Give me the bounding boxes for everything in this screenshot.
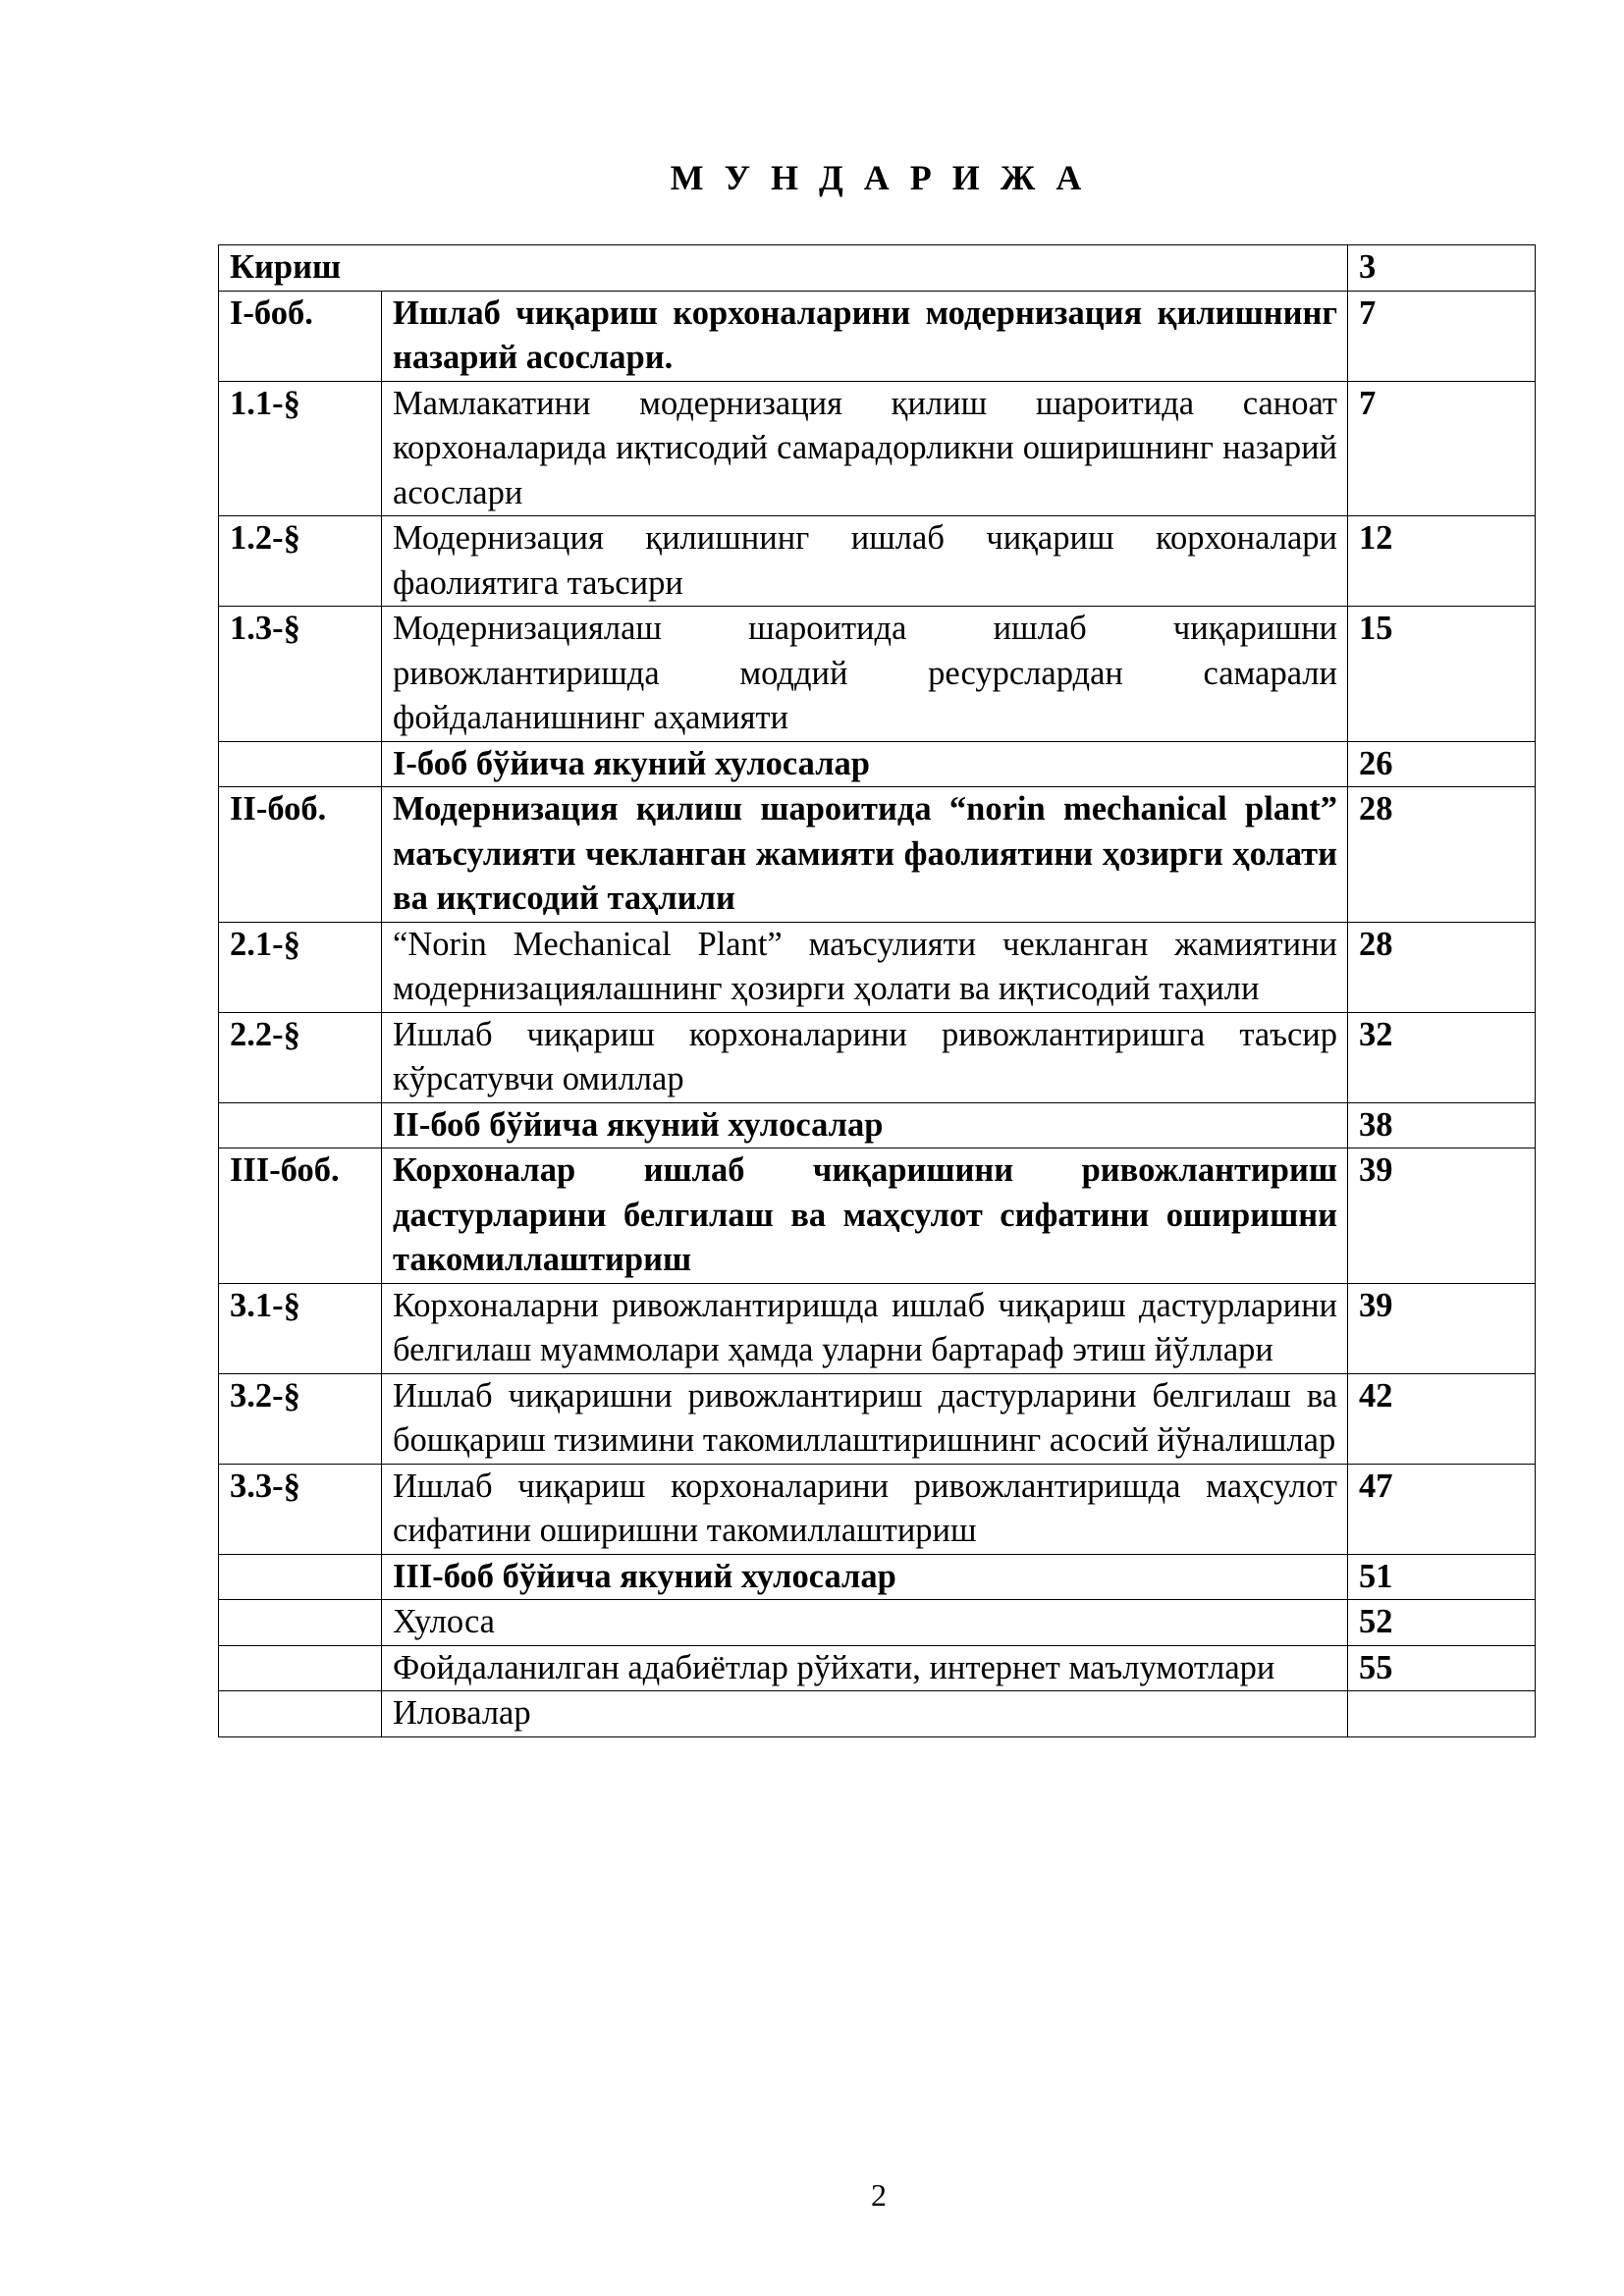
toc-section-number: III-боб. xyxy=(219,1148,382,1284)
toc-section-number: II-боб. xyxy=(219,787,382,923)
toc-page-number: 26 xyxy=(1348,741,1536,787)
toc-body xyxy=(219,245,1536,1737)
table-row xyxy=(219,1554,1536,1600)
toc-entry-label: Кириш xyxy=(219,245,1348,292)
table-row xyxy=(219,1691,1536,1737)
page-number: 2 xyxy=(871,2177,887,2213)
toc-section-title: Модернизация қилиш шароитида “norin mechanical plant” маъсулияти чекланган жамияти фаолиятини ҳозирги ҳолати ва иқтисодий таҳлили xyxy=(382,787,1348,923)
toc-section-title: Ишлаб чиқариш корхоналарини ривожлантиришга таъсир кўрсатувчи омиллар xyxy=(382,1012,1348,1102)
toc-page-number: 7 xyxy=(1348,381,1536,516)
table-row xyxy=(219,516,1536,607)
toc-section-number xyxy=(219,741,382,787)
page-title: М У Н Д А Р И Ж А xyxy=(670,158,1088,197)
toc-section-number: 2.2-§ xyxy=(219,1012,382,1102)
toc-section-number: 1.1-§ xyxy=(219,381,382,516)
table-row xyxy=(219,1012,1536,1102)
toc-page-number: 32 xyxy=(1348,1012,1536,1102)
toc-section-title: Корхоналар ишлаб чиқаришини ривожлантириш дастурларини белгилаш ва маҳсулот сифатини оширишни такомиллаштириш xyxy=(382,1148,1348,1284)
toc-section-number xyxy=(219,1102,382,1148)
toc-page-number: 38 xyxy=(1348,1102,1536,1148)
toc-section-number xyxy=(219,1554,382,1600)
table-of-contents xyxy=(218,244,1536,1737)
toc-section-number xyxy=(219,1645,382,1691)
toc-page-number: 39 xyxy=(1348,1148,1536,1284)
table-row xyxy=(219,1102,1536,1148)
toc-page-number: 28 xyxy=(1348,922,1536,1012)
toc-page-number: 28 xyxy=(1348,787,1536,923)
toc-page-number: 47 xyxy=(1348,1464,1536,1554)
toc-section-number: 2.1-§ xyxy=(219,922,382,1012)
toc-page-number: 55 xyxy=(1348,1645,1536,1691)
toc-section-title: Ишлаб чиқариш корхоналарини ривожлантиришда маҳсулот сифатини оширишни такомиллаштириш xyxy=(382,1464,1348,1554)
toc-page-number: 52 xyxy=(1348,1600,1536,1646)
toc-section-title: Корхоналарни ривожлантиришда ишлаб чиқариш дастурларини белгилаш муаммолари ҳамда уларни бартараф этиш йўллари xyxy=(382,1283,1348,1373)
table-row xyxy=(219,291,1536,381)
table-row xyxy=(219,1464,1536,1554)
toc-section-number: 1.3-§ xyxy=(219,607,382,742)
toc-section-number: 3.2-§ xyxy=(219,1373,382,1464)
toc-section-title: Хулоса xyxy=(382,1600,1348,1646)
toc-section-number: I-боб. xyxy=(219,291,382,381)
toc-section-title: II-боб бўйича якуний хулосалар xyxy=(382,1102,1348,1148)
toc-section-title: Модернизациялаш шароитида ишлаб чиқаришни ривожлантиришда моддий ресурслардан самарали фойдаланишнинг аҳамияти xyxy=(382,607,1348,742)
table-row xyxy=(219,1645,1536,1691)
toc-section-title: Иловалар xyxy=(382,1691,1348,1737)
toc-page-number: 42 xyxy=(1348,1373,1536,1464)
toc-section-title: “Norin Mechanical Plant” маъсулияти чекланган жамиятини модернизациялашнинг ҳозирги ҳолати ва иқтисодий таҳили xyxy=(382,922,1348,1012)
table-row xyxy=(219,1283,1536,1373)
table-row xyxy=(219,741,1536,787)
table-row xyxy=(219,245,1536,292)
table-row xyxy=(219,787,1536,923)
toc-page-number: 3 xyxy=(1348,245,1536,292)
toc-page-number: 51 xyxy=(1348,1554,1536,1600)
toc-section-title: Мамлакатини модернизация қилиш шароитида саноат корхоналарида иқтисодий самарадорликни оширишнинг назарий асослари xyxy=(382,381,1348,516)
toc-page-number: 15 xyxy=(1348,607,1536,742)
toc-section-number: 1.2-§ xyxy=(219,516,382,607)
toc-section-number xyxy=(219,1600,382,1646)
toc-section-number: 3.1-§ xyxy=(219,1283,382,1373)
toc-page-number: 7 xyxy=(1348,291,1536,381)
table-row xyxy=(219,1373,1536,1464)
toc-section-title: Ишлаб чиқариш корхоналарини модернизация қилишнинг назарий асослари. xyxy=(382,291,1348,381)
table-row xyxy=(219,1600,1536,1646)
toc-page-number: 39 xyxy=(1348,1283,1536,1373)
toc-section-number xyxy=(219,1691,382,1737)
table-row xyxy=(219,922,1536,1012)
table-row xyxy=(219,1148,1536,1284)
toc-section-title: Фойдаланилган адабиётлар рўйхати, интернет маълумотлари xyxy=(382,1645,1348,1691)
toc-section-title: Модернизация қилишнинг ишлаб чиқариш корхоналари фаолиятига таъсири xyxy=(382,516,1348,607)
table-row xyxy=(219,607,1536,742)
toc-section-title: Ишлаб чиқаришни ривожлантириш дастурларини белгилаш ва бошқариш тизимини такомиллаштиришнинг асосий йўналишлар xyxy=(382,1373,1348,1464)
table-row xyxy=(219,381,1536,516)
toc-page-number xyxy=(1348,1691,1536,1737)
toc-page-number: 12 xyxy=(1348,516,1536,607)
toc-section-title: III-боб бўйича якуний хулосалар xyxy=(382,1554,1348,1600)
toc-section-title: I-боб бўйича якуний хулосалар xyxy=(382,741,1348,787)
toc-section-number: 3.3-§ xyxy=(219,1464,382,1554)
